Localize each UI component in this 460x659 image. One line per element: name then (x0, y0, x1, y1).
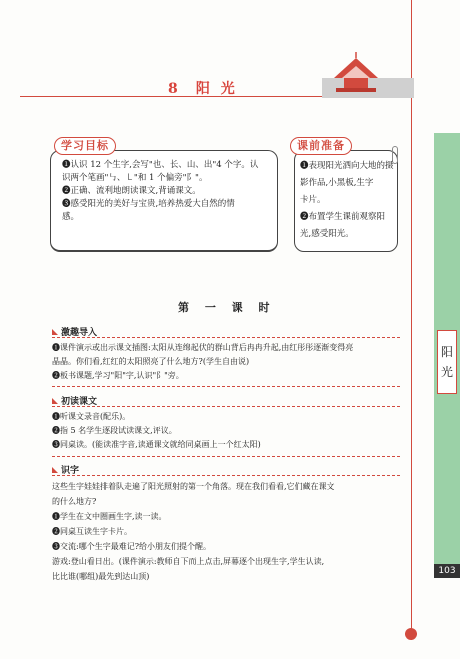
section-divider (52, 406, 400, 407)
prep-line: 光,感受阳光。 (300, 229, 354, 239)
margin-dot (405, 628, 417, 640)
body-line: 这些生字娃娃排着队走遍了阳光照射的第一个角落。现在我们看看,它们藏在课文 (52, 482, 335, 491)
goal-line: 识两个笔画"㇉、㇄"和 1 个偏旁"阝"。 (62, 173, 208, 183)
section-divider (52, 456, 400, 457)
body-line: 晶晶。你们看,红红的太阳照亮了什么地方?(学生自由说) (52, 357, 250, 366)
side-tab-char: 阳 (440, 345, 453, 359)
section-title: 第 一 课 时 (178, 301, 276, 314)
body-line: ❶听课文录音(配乐)。 (52, 412, 131, 421)
body-line: ❸同桌读。(能读准字音,读通课文就给同桌画上一个红太阳) (52, 440, 261, 449)
goals-badge: 学习目标 (54, 137, 116, 155)
side-tab-label (437, 330, 457, 394)
goal-line: ❸感受阳光的美好与宝贵,培养热爱大自然的情 (62, 199, 235, 209)
pavilion-icon (326, 52, 386, 100)
lesson-title: 阳 光 (195, 81, 238, 97)
goal-line: ❷正确、流利地朗读课文,背诵课文。 (62, 186, 201, 196)
section-heading: 识字 (52, 463, 79, 476)
body-line: ❷同桌互读生字卡片。 (52, 527, 132, 536)
body-line: 游戏:登山看日出。(课件演示:教师自下而上点击,屏幕逐个出现生字,学生认读, (52, 557, 325, 566)
goal-line: 感。 (62, 212, 80, 222)
lesson-number: 8 (168, 81, 181, 97)
body-line: ❶学生在文中圈画生字,读一读。 (52, 512, 167, 521)
prep-line: 卡片。 (300, 195, 326, 205)
side-tab-char: 光 (440, 365, 453, 379)
body-line: ❷指 5 名学生逐段试读课文,评议。 (52, 426, 177, 435)
goal-line: ❶认识 12 个生字,会写"也、长、山、出"4 个字。认 (62, 160, 259, 170)
section-divider (52, 337, 400, 338)
section-heading: 初读课文 (52, 394, 97, 407)
body-line: ❶课件演示或出示课文插图:太阳从连绵起伏的群山背后冉冉升起,由红彤彤逐渐变得亮 (52, 343, 354, 352)
section-heading: 激趣导入 (52, 325, 97, 338)
section-divider (52, 475, 400, 476)
prep-badge: 课前准备 (290, 137, 352, 155)
prep-line: ❷布置学生课前观察阳 (300, 212, 386, 222)
body-line: 比比谁(哪组)最先到达山顶) (52, 572, 150, 581)
page-number: 103 (434, 564, 460, 578)
lesson-heading (168, 78, 328, 102)
section-divider (52, 386, 400, 387)
body-line: ❷板书课题,学习"阳"字,认识"阝"旁。 (52, 371, 184, 380)
prep-line: ❶表现阳光洒向大地的摄 (300, 161, 394, 171)
body-line: ❸交流:哪个生字最难记?给小朋友们提个醒。 (52, 542, 211, 551)
body-line: 的什么地方? (52, 497, 97, 506)
prep-line: 影作品,小黑板,生字 (300, 178, 374, 188)
